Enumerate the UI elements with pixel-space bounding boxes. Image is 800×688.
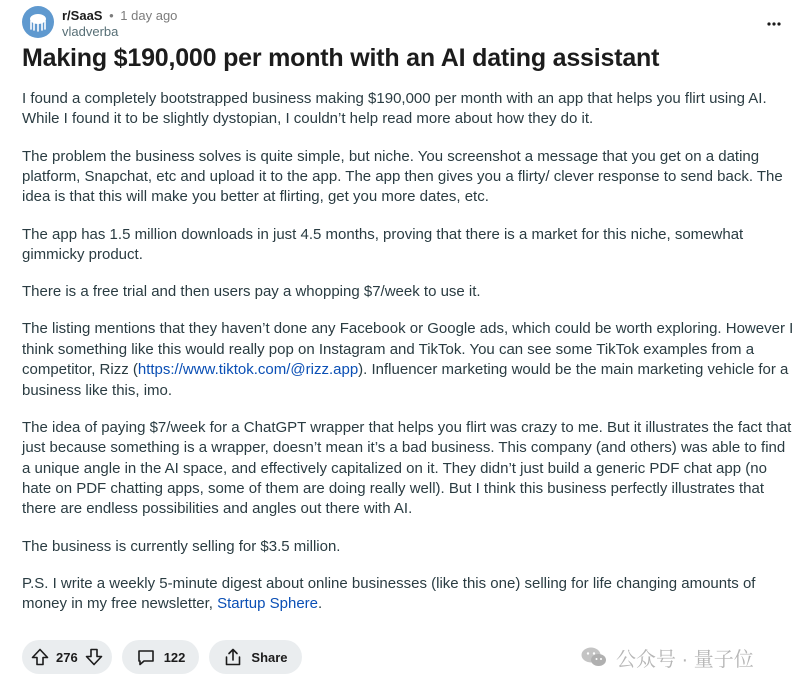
post-title[interactable]: Making $190,000 per month with an AI dating assistant <box>22 44 660 72</box>
comment-bubble-icon <box>136 647 156 667</box>
post-header <box>22 6 782 42</box>
comment-count: 122 <box>163 649 186 665</box>
post-body <box>22 89 797 632</box>
share-icon <box>223 647 243 667</box>
tiktok-link[interactable]: https://www.tiktok.com/@rizz.app <box>137 361 359 379</box>
post-actions <box>22 640 302 674</box>
comments-button[interactable] <box>122 640 200 674</box>
upvote-arrow-icon[interactable] <box>30 647 50 667</box>
paragraph-text: . <box>318 595 323 613</box>
watermark <box>580 643 754 671</box>
post-time: 1 day ago <box>120 8 178 23</box>
more-options-icon[interactable] <box>766 16 782 32</box>
post-paragraph-2: The problem the business solves is quite simple, but niche. You screenshot a message that you get on a dating platform, Snapchat, etc and upload it to the app. The app then gives you a flirty/ clever response to send back. The idea is that this will make you better at flirting, get you more dates, etc. <box>22 147 783 206</box>
newsletter-link[interactable]: Startup Sphere <box>217 595 318 613</box>
paragraph-text: P.S. I write a weekly 5-minute digest about online businesses (like this one) selling for life changing amounts of money in my free newsletter, <box>22 574 756 613</box>
subreddit-avatar[interactable] <box>22 6 54 38</box>
watermark-text: 公众号 · 量子位 <box>616 648 754 671</box>
post-author[interactable]: vladverba <box>62 24 119 39</box>
post-meta <box>62 8 177 24</box>
post-paragraph-5 <box>22 319 797 401</box>
post-paragraph-3: The app has 1.5 million downloads in just 4.5 months, proving that there is a market for this niche, somewhat gimmicky product. <box>22 225 744 264</box>
subreddit-name[interactable]: r/SaaS <box>62 8 103 23</box>
post-paragraph-4: There is a free trial and then users pay a whopping $7/week to use it. <box>22 283 481 301</box>
post-paragraph-6: The idea of paying $7/week for a ChatGPT wrapper that helps you flirt was crazy to me. But it illustrates the fact that just because something is a wrapper, doesn’t mean it’s a bad business. This company (and others) was able to find a unique angle in the AI space, and effectively capitalized on it. They didn’t just build a generic PDF chat app (no hate on PDF chatting apps, some of them are doing really well). But I think this business perfectly illustrates that there are endless possibilities and angles out there with AI. <box>22 418 792 518</box>
post-paragraph-7: The business is currently selling for $3.5 million. <box>22 537 341 555</box>
vote-control <box>22 640 112 674</box>
wechat-icon <box>580 645 608 669</box>
meta-separator: • <box>109 8 114 23</box>
subreddit-icon <box>25 9 51 35</box>
post-paragraph-8 <box>22 574 797 615</box>
share-button[interactable] <box>209 640 301 674</box>
post-paragraph-1: I found a completely bootstrapped business making $190,000 per month with an app that helps you flirt using AI. While I found it to be slightly dystopian, I couldn’t help read more about how they do it. <box>22 90 767 128</box>
paragraph-text: The listing mentions that they haven’t done any Facebook or Google ads, which could be worth exploring. However I think something like this would really pop on Instagram and TikTok. You can see some TikTok examples from a competitor, Rizz ( <box>22 320 794 379</box>
vote-count: 276 <box>56 649 78 665</box>
paragraph-text: ). Influencer marketing would be the main marketing vehicle for a business like this, imo. <box>22 361 789 399</box>
share-label: Share <box>251 649 288 665</box>
downvote-arrow-icon[interactable] <box>84 647 104 667</box>
